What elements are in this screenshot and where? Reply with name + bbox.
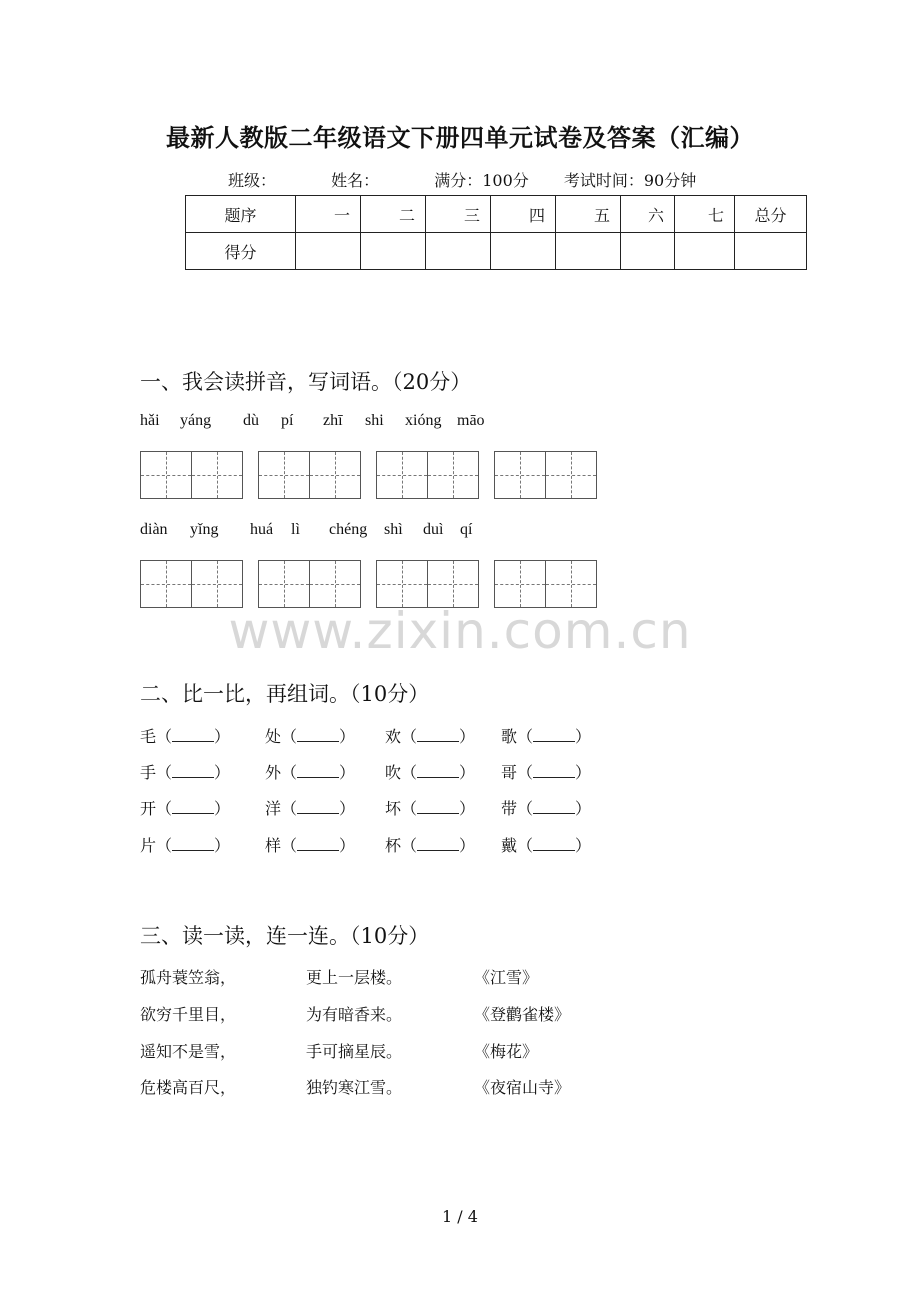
word-box[interactable] [494,451,595,499]
header-cell: 题序 [186,196,296,233]
word-item [501,760,591,783]
word-item [140,724,230,747]
page-title: 最新人教版二年级语文下册四单元试卷及答案（汇编） [166,123,754,152]
paren-open: （ [156,836,173,855]
paren-close: ） [214,727,231,746]
watermark: www.zixin.com.cn [228,602,692,660]
tian-cell[interactable] [258,560,310,608]
poem-line-start[interactable]: 孤舟蓑笠翁， [140,968,237,987]
paren-open: （ [517,836,534,855]
poem-line-start[interactable]: 危楼高百尺， [140,1078,237,1097]
pinyin: zhī [323,412,343,429]
char: 坏 [385,799,402,818]
pinyin: dù [243,412,259,429]
char: 歌 [501,727,518,746]
answer-blank[interactable] [533,799,575,814]
paren-open: （ [281,763,298,782]
answer-blank[interactable] [297,763,339,778]
word-item [501,833,591,856]
paren-close: ） [459,763,476,782]
score-cell[interactable] [491,233,556,270]
paren-close: ） [459,727,476,746]
pinyin: yáng [180,412,212,429]
full-score: 满分：100分 [434,171,529,190]
word-row [140,724,610,746]
paren-open: （ [281,799,298,818]
header-cell: 一 [296,196,361,233]
answer-blank[interactable] [533,727,575,742]
paren-open: （ [156,763,173,782]
paren-open: （ [517,799,534,818]
paren-close: ） [575,727,592,746]
tian-cell[interactable] [191,560,243,608]
word-box[interactable] [140,451,241,499]
score-row-label: 得分 [186,233,296,270]
score-cell[interactable] [675,233,735,270]
tian-cell[interactable] [545,560,597,608]
header-cell: 三 [426,196,491,233]
word-box[interactable] [258,451,359,499]
tian-cell[interactable] [309,560,361,608]
header-cell: 四 [491,196,556,233]
word-row [140,833,610,855]
poem-title[interactable]: 《夜宿山寺》 [474,1078,571,1097]
word-item [501,796,591,819]
poem-line-start[interactable]: 欲穷千里目， [140,1005,237,1024]
word-box[interactable] [140,560,241,608]
poem-line-start[interactable]: 遥知不是雪， [140,1042,237,1061]
answer-blank[interactable] [417,727,459,742]
score-cell[interactable] [556,233,621,270]
paren-close: ） [214,836,231,855]
exam-info [228,168,726,191]
tian-cell[interactable] [140,560,192,608]
score-table [185,195,807,270]
pinyin: xióng [405,412,442,429]
answer-blank[interactable] [417,763,459,778]
answer-blank[interactable] [297,836,339,851]
paren-close: ） [214,799,231,818]
pinyin: lì [291,521,300,538]
class-label: 班级： [228,171,277,190]
char: 哥 [501,763,518,782]
word-item [385,833,475,856]
char: 片 [140,836,157,855]
char: 杯 [385,836,402,855]
char: 样 [265,836,282,855]
answer-blank[interactable] [172,727,214,742]
paren-open: （ [156,799,173,818]
tian-cell[interactable] [258,451,310,499]
paren-open: （ [401,836,418,855]
char: 处 [265,727,282,746]
paren-open: （ [401,799,418,818]
paren-open: （ [401,727,418,746]
paren-close: ） [339,799,356,818]
pinyin: yǐng [190,521,219,538]
score-cell[interactable] [361,233,426,270]
pinyin: qí [460,521,473,538]
char: 手 [140,763,157,782]
word-item [265,796,355,819]
answer-blank[interactable] [417,799,459,814]
char: 戴 [501,836,518,855]
char: 外 [265,763,282,782]
section2-heading: 二、比一比，再组词。（10分） [140,682,430,706]
pinyin: hǎi [140,412,160,429]
answer-blank[interactable] [172,836,214,851]
char: 毛 [140,727,157,746]
score-table-header-row [186,196,807,233]
tian-cell[interactable] [376,451,428,499]
answer-blank[interactable] [297,727,339,742]
word-item [140,760,230,783]
poem-title[interactable]: 《梅花》 [474,1042,539,1061]
section1-heading: 一、我会读拼音，写词语。（20分） [140,370,472,394]
tian-cell[interactable] [545,451,597,499]
word-item [385,796,475,819]
tian-cell[interactable] [494,560,546,608]
tian-cell[interactable] [191,451,243,499]
word-box[interactable] [376,560,477,608]
char: 带 [501,799,518,818]
word-box[interactable] [376,451,477,499]
answer-blank[interactable] [172,763,214,778]
score-table-score-row [186,233,807,270]
header-cell: 二 [361,196,426,233]
paren-open: （ [517,727,534,746]
pinyin: shì [384,521,403,538]
paren-close: ） [214,763,231,782]
paren-close: ） [459,836,476,855]
answer-blank[interactable] [417,836,459,851]
paren-open: （ [517,763,534,782]
tian-cell[interactable] [376,560,428,608]
pinyin: duì [423,521,444,538]
name-label: 姓名： [331,171,380,190]
paren-close: ） [575,836,592,855]
exam-time: 考试时间：90分钟 [563,171,697,190]
word-row [140,796,610,818]
word-row [140,760,610,782]
answer-blank[interactable] [297,799,339,814]
char: 吹 [385,763,402,782]
paren-open: （ [156,727,173,746]
tian-cell[interactable] [427,560,479,608]
paren-open: （ [281,727,298,746]
tian-cell[interactable] [427,451,479,499]
word-box[interactable] [494,560,595,608]
pinyin: diàn [140,521,168,538]
page-number: 1 / 4 [442,1207,478,1226]
char: 欢 [385,727,402,746]
paren-open: （ [281,836,298,855]
poem-line-end[interactable]: 更上一层楼。 [306,968,403,987]
char: 开 [140,799,157,818]
pinyin-row-2 [140,521,640,541]
header-cell: 七 [675,196,735,233]
word-item [140,796,230,819]
answer-blank[interactable] [533,836,575,851]
score-cell[interactable] [296,233,361,270]
pinyin: pí [281,412,294,429]
pinyin: chéng [329,521,368,538]
tian-cell[interactable] [140,451,192,499]
pinyin-row-1 [140,412,640,432]
paren-close: ） [339,763,356,782]
word-item [385,724,475,747]
score-cell[interactable] [735,233,807,270]
char: 洋 [265,799,282,818]
header-cell: 总分 [735,196,807,233]
word-box[interactable] [258,560,359,608]
pinyin: māo [457,412,485,429]
word-item [265,724,355,747]
answer-blank[interactable] [172,799,214,814]
poem-line-end[interactable]: 为有暗香来。 [306,1005,403,1024]
header-cell: 五 [556,196,621,233]
poem-line-end[interactable]: 手可摘星辰。 [306,1042,403,1061]
paren-close: ） [459,799,476,818]
pinyin: huá [250,521,274,538]
answer-blank[interactable] [533,763,575,778]
header-cell: 六 [621,196,675,233]
tian-cell[interactable] [309,451,361,499]
section3-heading: 三、读一读，连一连。（10分） [140,924,430,948]
paren-open: （ [401,763,418,782]
score-cell[interactable] [426,233,491,270]
paren-close: ） [339,836,356,855]
word-item [385,760,475,783]
poem-title[interactable]: 《登鹳雀楼》 [474,1005,571,1024]
pinyin: shi [365,412,384,429]
poem-line-end[interactable]: 独钓寒江雪。 [306,1078,403,1097]
paren-close: ） [575,763,592,782]
paren-close: ） [575,799,592,818]
tian-cell[interactable] [494,451,546,499]
poem-title[interactable]: 《江雪》 [474,968,539,987]
word-item [140,833,230,856]
paren-close: ） [339,727,356,746]
word-item [501,724,591,747]
score-cell[interactable] [621,233,675,270]
word-item [265,833,355,856]
word-item [265,760,355,783]
